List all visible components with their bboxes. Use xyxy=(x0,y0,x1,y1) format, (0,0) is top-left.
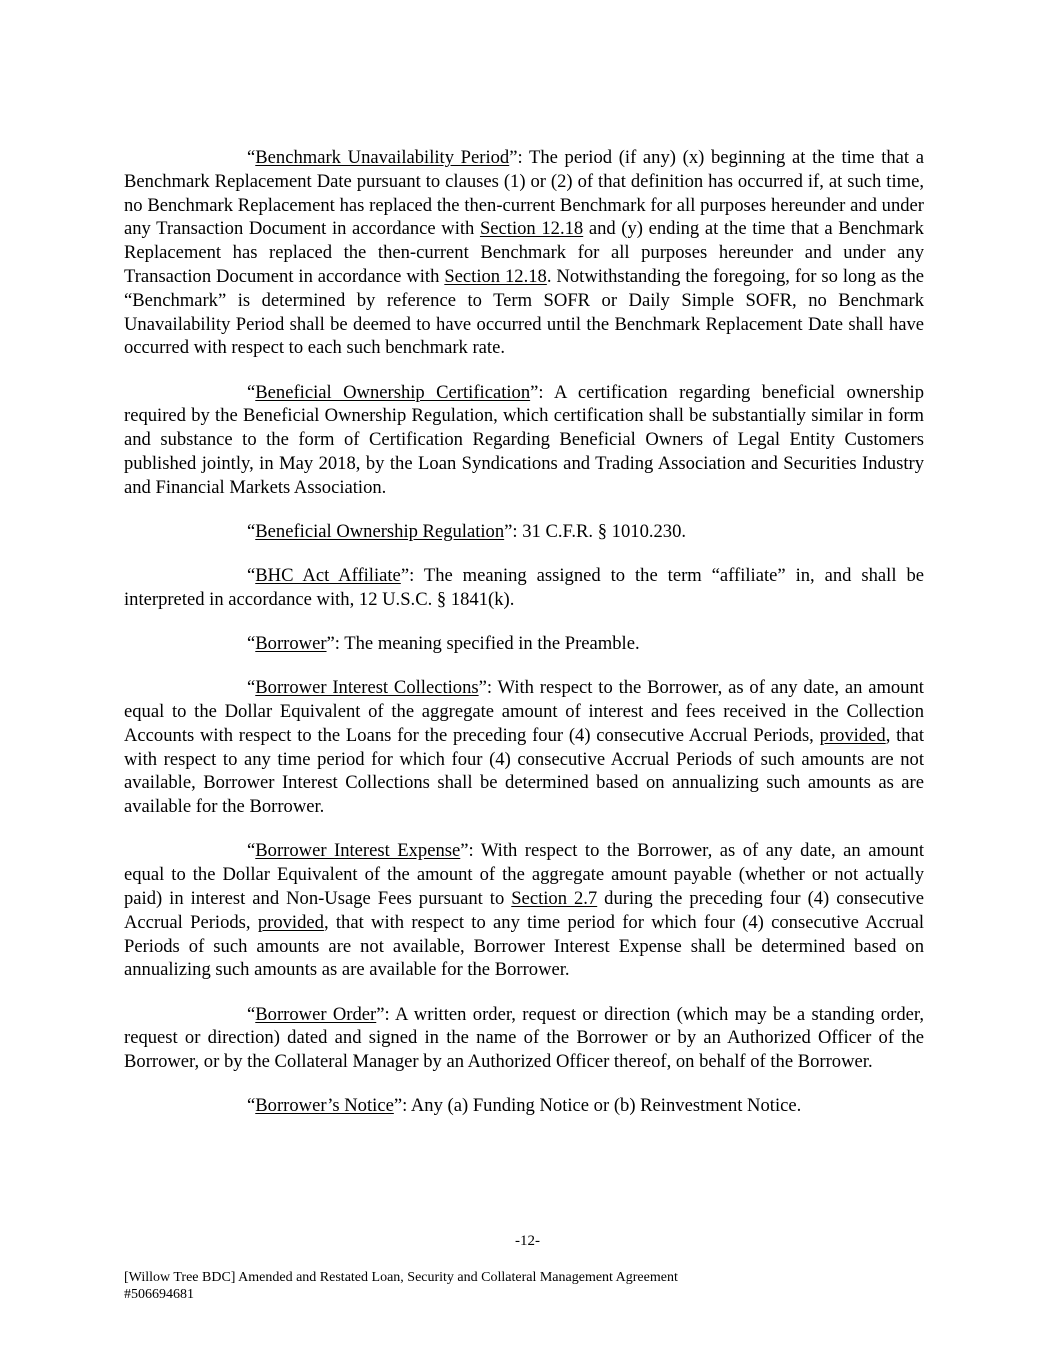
document-footer xyxy=(124,1269,678,1303)
definition-paragraph: “Borrower”: The meaning specified in the Preamble. xyxy=(247,633,640,655)
cross-reference: provided xyxy=(257,911,324,933)
cross-reference: Section 2.7 xyxy=(511,888,598,910)
definition-paragraph: “Borrower Interest Expense”: With respect to the Borrower, as of any date, an amount equal to the Dollar Equivalent of the amount of the aggregate amount payable (whether or not actually paid) in interest and Non-Usage Fees pursuant to Section 2.7 during the preceding four (4) consecutive Accrual Periods, provided, that with respect to any time period for which four (4) consecutive Accrual Periods of such amounts are not available, Borrower Interest Expense shall be determined based on annualizing such amounts as are available for the Borrower. xyxy=(124,840,924,981)
cross-reference: Section 12.18 xyxy=(444,265,547,287)
document-body xyxy=(124,146,924,1139)
definition-text: : A written order, request or direction (which may be a standing order, request or direction) dated and signed in the name of the Borrower or by an Authorized Officer of the Borrower, or by the Collateral Manager by an Authorized Officer thereof, on behalf of the Borrower. xyxy=(124,1003,925,1073)
definition-paragraph: “Beneficial Ownership Regulation”: 31 C.F.R. § 1010.230. xyxy=(247,520,687,542)
footer-doc-id: #506694681 xyxy=(124,1287,194,1302)
defined-term: BHC Act Affiliate xyxy=(255,565,401,587)
page-number: -12- xyxy=(515,1233,540,1249)
definition-paragraph: “Borrower’s Notice”: Any (a) Funding Notice or (b) Reinvestment Notice. xyxy=(247,1095,802,1117)
definition-paragraph: “Borrower Order”: A written order, request or direction (which may be a standing order, request or direction) dated and signed in the name of the Borrower or by an Authorized Officer of the Borrower, or by the Collateral Manager by an Authorized Officer thereof, on behalf of the Borrower. xyxy=(124,1003,925,1073)
definition-text: , that with respect to any time period for which four (4) consecutive Accrual Periods of such amounts are not available, Borrower Interest Expense shall be determined based on annualizing such amounts as are available for the Borrower. xyxy=(124,911,924,981)
definition-text: : The meaning specified in the Preamble. xyxy=(334,633,640,655)
cross-reference: provided xyxy=(819,724,886,746)
definition-text: : With respect to the Borrower, as of any date, an amount equal to the Dollar Equivalent of the amount of the aggregate amount payable (whether or not actually paid) in interest and Non-Usage Fees pursuant to xyxy=(124,840,924,910)
definition-text: : Any (a) Funding Notice or (b) Reinvestment Notice. xyxy=(402,1095,802,1117)
definition-text: : With respect to the Borrower, as of any date, an amount equal to the Dollar Equivalent of the aggregate amount of interest and fees received in the Collection Accounts with respect to the Loans for the preceding four (4) consecutive Accrual Periods, xyxy=(124,677,924,746)
definition-text: : The meaning assigned to the term “affiliate” in, and shall be interpreted in accordance with, 12 U.S.C. § 1841(k). xyxy=(124,565,924,610)
definition-text: during the preceding four (4) consecutive Accrual Periods, xyxy=(124,888,924,933)
definition-text: and (y) ending at the time that a Benchmark Replacement has replaced the then-current Benchmark for all purposes hereunder and under any Transaction Document in accordance with xyxy=(124,218,924,287)
defined-term: Beneficial Ownership Certification xyxy=(255,381,531,403)
definition-text: , that with respect to any time period for which four (4) consecutive Accrual Periods of such amounts are not available, Borrower Interest Collections shall be determined based on annualizing such amounts as are available for the Borrower. xyxy=(124,724,924,818)
footer-title: [Willow Tree BDC] Amended and Restated Loan, Security and Collateral Management Agreement xyxy=(124,1270,678,1285)
definition-text: . Notwithstanding the foregoing, for so long as the “Benchmark” is determined by reference to Term SOFR or Daily Simple SOFR, no Benchmark Unavailability Period shall be deemed to have occurred until the Benchmark Replacement Date shall have occurred with respect to each such benchmark rate. xyxy=(124,265,924,359)
definition-paragraph: “BHC Act Affiliate”: The meaning assigned to the term “affiliate” in, and shall be interpreted in accordance with, 12 U.S.C. § 1841(k). xyxy=(124,565,924,610)
defined-term: Borrower Interest Expense xyxy=(255,840,461,862)
defined-term: Beneficial Ownership Regulation xyxy=(255,520,505,542)
definition-text: : 31 C.F.R. § 1010.230. xyxy=(512,520,687,542)
defined-term: Borrower Order xyxy=(255,1003,377,1025)
defined-term: Borrower Interest Collections xyxy=(255,677,479,699)
defined-term: Benchmark Unavailability Period xyxy=(255,147,510,168)
definition-paragraph: “Benchmark Unavailability Period”: The period (if any) (x) beginning at the time that a Benchmark Replacement Date pursuant to clauses (1) or (2) of that definition has occurred if, at such time, no Benchmark Replacement has replaced the then-current Benchmark for all purposes hereunder and under any Transaction Document in accordance with Section 12.18 and (y) ending at the time that a Benchmark Replacement has replaced the then-current Benchmark for all purposes hereunder and under any Transaction Document in accordance with Section 12.18. Notwithstanding the foregoing, for so long as the “Benchmark” is determined by reference to Term SOFR or Daily Simple SOFR, no Benchmark Unavailability Period shall be deemed to have occurred until the Benchmark Replacement Date shall have occurred with respect to each such benchmark rate. xyxy=(124,147,924,359)
definition-paragraph: “Borrower Interest Collections”: With respect to the Borrower, as of any date, an amount equal to the Dollar Equivalent of the aggregate amount of interest and fees received in the Collection Accounts with respect to the Loans for the preceding four (4) consecutive Accrual Periods, provided, that with respect to any time period for which four (4) consecutive Accrual Periods of such amounts are not available, Borrower Interest Collections shall be determined based on annualizing such amounts as are available for the Borrower. xyxy=(124,677,924,818)
defined-term: Borrower xyxy=(255,633,327,655)
definition-text: : The period (if any) (x) beginning at the time that a Benchmark Replacement Date pursuant to clauses (1) or (2) of that definition has occurred if, at such time, no Benchmark Replacement has replaced the then-current Benchmark for all purposes hereunder and under any Transaction Document in accordance with xyxy=(124,147,924,240)
definition-text: : A certification regarding beneficial ownership required by the Beneficial Ownership Regulation, which certification shall be substantially similar in form and substance to the form of Certification Regarding Beneficial Owners of Legal Entity Customers published jointly, in May 2018, by the Loan Syndications and Trading Association and Securities Industry and Financial Markets Association. xyxy=(124,381,924,498)
definition-paragraph: “Beneficial Ownership Certification”: A certification regarding beneficial ownership required by the Beneficial Ownership Regulation, which certification shall be substantially similar in form and substance to the form of Certification Regarding Beneficial Owners of Legal Entity Customers published jointly, in May 2018, by the Loan Syndications and Trading Association and Securities Industry and Financial Markets Association. xyxy=(124,381,924,498)
defined-term: Borrower’s Notice xyxy=(255,1095,394,1117)
cross-reference: Section 12.18 xyxy=(479,218,584,240)
